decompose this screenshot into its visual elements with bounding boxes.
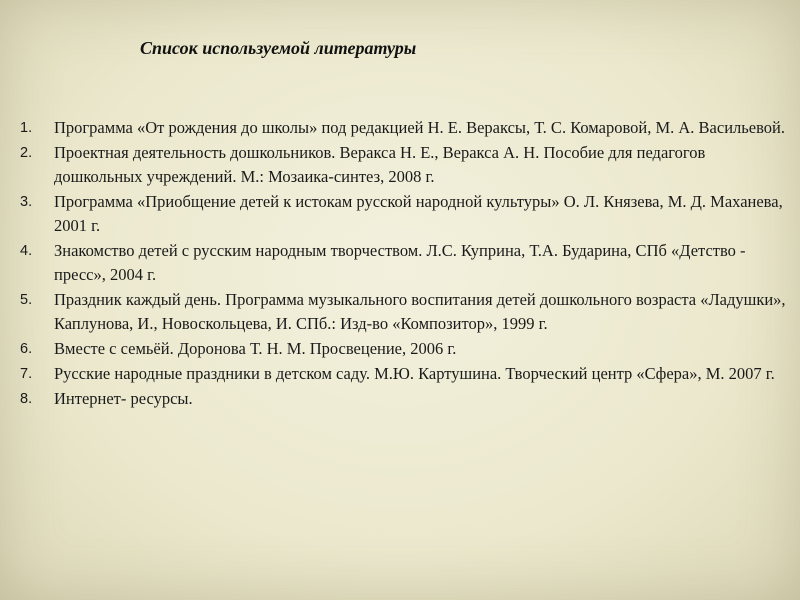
list-item bbox=[20, 362, 786, 386]
list-item-text: Программа «От рождения до школы» под редакцией Н. Е. Вераксы, Т. С. Комаровой, М. А. Васильевой. bbox=[54, 118, 786, 137]
list-item-text: Праздник каждый день. Программа музыкального воспитания детей дошкольного возраста «Ладушки», Каплунова, И., Новоскольцева, И. СПб.: Изд-во «Композитор», 1999 г. bbox=[54, 290, 786, 333]
list-item bbox=[20, 387, 786, 411]
list-item bbox=[20, 141, 786, 189]
list-item-number: 7. bbox=[20, 366, 33, 382]
list-item-text: Вместе с семьёй. Доронова Т. Н. М. Просвецение, 2006 г. bbox=[54, 339, 457, 358]
list-item-text: Интернет- ресурсы. bbox=[54, 389, 193, 408]
list-item-text: Проектная деятельность дошкольников. Веракса Н. Е., Веракса А. Н. Пособие для педагогов дошкольных учреждений. М.: Мозаика-синтез, 2008 г. bbox=[54, 143, 706, 186]
list-item-text: Русские народные праздники в детском саду. М.Ю. Картушина. Творческий центр «Сфера», М. 2007 г. bbox=[54, 364, 775, 383]
list-item-number: 5. bbox=[20, 292, 33, 308]
list-item bbox=[20, 337, 786, 361]
list-item bbox=[20, 190, 786, 238]
list-item-text: Знакомство детей с русским народным творчеством. Л.С. Куприна, Т.А. Бударина, СПб «Детство - пресс», 2004 г. bbox=[54, 241, 746, 284]
list-item bbox=[20, 288, 786, 336]
list-item-number: 3. bbox=[20, 194, 33, 210]
list-item-number: 1. bbox=[20, 120, 33, 136]
list-item-number: 4. bbox=[20, 243, 33, 259]
reference-list bbox=[20, 116, 786, 412]
list-item-text: Программа «Приобщение детей к истокам русской народной культуры» О. Л. Князева, М. Д. Маханева, 2001 г. bbox=[54, 192, 783, 235]
list-item-number: 2. bbox=[20, 145, 33, 161]
list-item-number: 8. bbox=[20, 391, 33, 407]
list-item-number: 6. bbox=[20, 341, 33, 357]
page-title: Список используемой литературы bbox=[140, 38, 417, 58]
list-item bbox=[20, 116, 786, 140]
list-item bbox=[20, 239, 786, 287]
